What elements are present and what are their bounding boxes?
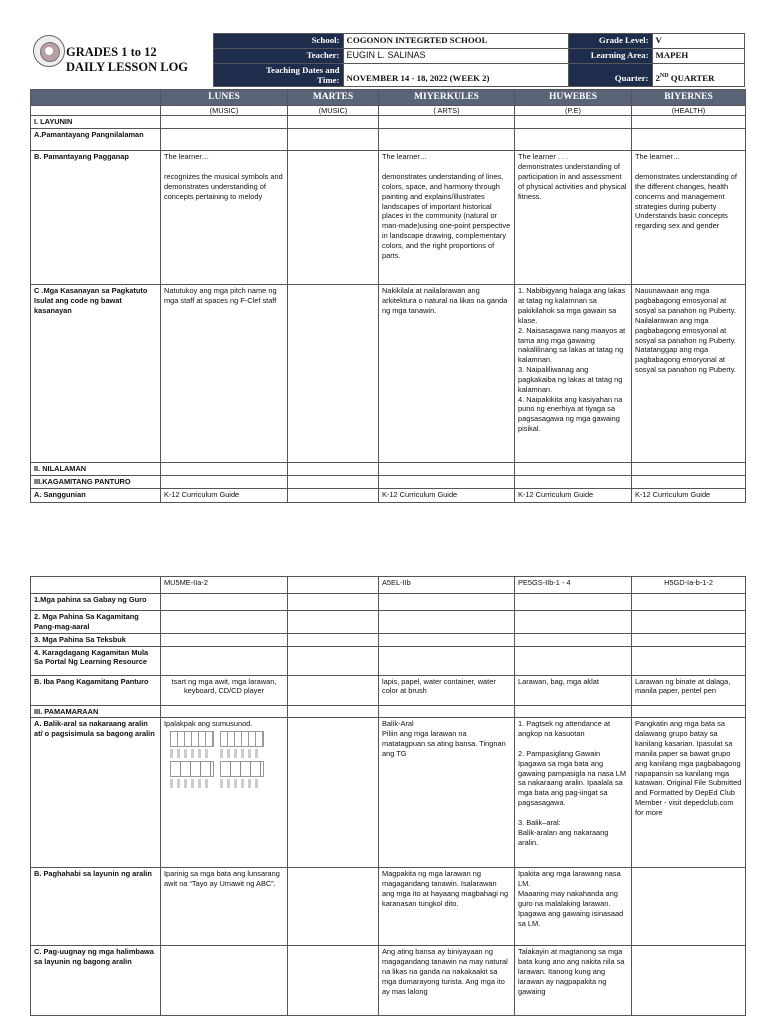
lesson-cell: The learner… demonstrates understanding of the different changes, health concerns and management strategies during puberty Understands basic concepts regarding sex and gender — [632, 151, 746, 285]
lesson-table-part2 — [30, 576, 746, 1016]
lesson-cell — [632, 463, 746, 476]
lesson-cell — [632, 946, 746, 1016]
table-row — [31, 116, 746, 129]
lesson-cell — [515, 116, 632, 129]
day-header-0: LUNES — [161, 90, 288, 106]
table-row — [31, 868, 746, 946]
lesson-cell: H5GD-Ia-b-1-2 — [632, 577, 746, 594]
lesson-cell — [515, 705, 632, 718]
lesson-cell: PE5GS-IIb-1 - 4 — [515, 577, 632, 594]
day-header-blank — [31, 90, 161, 106]
row-label: A.Pamantayang Pangnilalaman — [31, 129, 161, 151]
row-label: B. Iba Pang Kagamitang Panturo — [31, 675, 161, 705]
lesson-cell — [632, 705, 746, 718]
quarter-value: 2ND QUARTER — [652, 63, 744, 86]
lesson-cell: 1. Pagtsek ng attendance at angkop na kasuotan 2. Pampasiglang Gawain Ipagawa sa mga bata ang gawaing pampasigla na nasa LM sa nakaraang aralin. Ipaalala sa mga bata ang pag-iingat sa pagsasagawa. 3. Balik–aral: Balik-aralan ang nakaraang aralin. — [515, 718, 632, 868]
lesson-cell — [515, 129, 632, 151]
lesson-cell — [288, 285, 379, 463]
table-row — [31, 151, 746, 285]
lesson-cell — [632, 611, 746, 634]
lesson-cell — [288, 646, 379, 675]
lesson-cell: Natutukoy ang mga pitch name ng mga staff at spaces ng F-Clef staff — [161, 285, 288, 463]
day-header-4: BIYERNES — [632, 90, 746, 106]
day-header-1: MARTES — [288, 90, 379, 106]
table-row — [31, 611, 746, 634]
lesson-cell — [288, 116, 379, 129]
lesson-cell: Larawan, bag, mga aklat — [515, 675, 632, 705]
lesson-cell — [288, 151, 379, 285]
lesson-cell: MU5ME-IIa-2 — [161, 577, 288, 594]
learning-area-value: MAPEH — [652, 48, 744, 63]
subject-header-1: (MUSIC) — [288, 105, 379, 116]
lesson-cell: K-12 Curriculum Guide — [515, 489, 632, 503]
table-row — [31, 476, 746, 489]
lesson-cell — [515, 476, 632, 489]
row-label: 2. Mga Pahina Sa Kagamitang Pang-mag-aaral — [31, 611, 161, 634]
header-title-cell — [30, 34, 213, 87]
table-row — [31, 705, 746, 718]
lesson-cell — [161, 633, 288, 646]
table-row — [31, 718, 746, 868]
page-title: GRADES 1 to 12 DAILY LESSON LOG — [66, 45, 189, 74]
row-label: C. Pag-uugnay ng mga halimbawa sa layunin ng bagong aralin — [31, 946, 161, 1016]
lesson-cell — [161, 129, 288, 151]
table-row — [31, 129, 746, 151]
table-row — [31, 675, 746, 705]
lesson-cell — [632, 476, 746, 489]
lesson-cell — [288, 718, 379, 868]
lesson-cell — [161, 116, 288, 129]
lesson-cell: K-12 Curriculum Guide — [379, 489, 515, 503]
lesson-cell — [288, 675, 379, 705]
lesson-cell — [379, 476, 515, 489]
lesson-cell — [632, 594, 746, 611]
lesson-cell — [379, 705, 515, 718]
lesson-cell: tsart ng mga awit, mga larawan, keyboard, CD/CD player — [161, 675, 288, 705]
lesson-cell — [288, 577, 379, 594]
lesson-cell — [288, 476, 379, 489]
lesson-cell — [379, 129, 515, 151]
lesson-cell: Iparinig sa mga bata ang lunsarang awit na “Tayo ay Umawit ng ABC”. — [161, 868, 288, 946]
subject-header-blank — [31, 105, 161, 116]
row-label: C .Mga Kasanayan sa Pagkatuto Isulat ang code ng bawat kasanayan — [31, 285, 161, 463]
lesson-cell: Nakikilala at nailalarawan ang arkitektura o natural na likas na ganda ng mga tanawin. — [379, 285, 515, 463]
teacher-label: Teacher: — [213, 48, 343, 63]
clap-rhythm-staff-image — [164, 731, 284, 788]
lesson-cell: Larawan ng binate at dalaga, manila paper, pentel pen — [632, 675, 746, 705]
school-value: COGONON INTEGRTED SCHOOL — [343, 34, 568, 49]
table-row — [31, 463, 746, 476]
lesson-cell: Nauunawaan ang mga pagbabagong emosyonal at sosyal sa panahon ng Puberty. Nailalarawan ang mga pagbabagong emosyonal at sosyal sa panahon ng Puberty. Natatanggap ang mga pagbabagong emoryonal at sosyal sa panahon ng Puberty. — [632, 285, 746, 463]
lesson-cell — [379, 116, 515, 129]
lesson-cell — [288, 946, 379, 1016]
lesson-cell — [379, 594, 515, 611]
subject-header-2: ( ARTS) — [379, 105, 515, 116]
row-label: II. NILALAMAN — [31, 463, 161, 476]
subject-header-3: (P.E) — [515, 105, 632, 116]
lesson-cell — [161, 611, 288, 634]
lesson-cell — [288, 868, 379, 946]
grade-label: Grade Level: — [568, 34, 652, 49]
lesson-cell — [161, 594, 288, 611]
teaching-dates-label: Teaching Dates and Time: — [213, 63, 343, 86]
row-label: B. Pamantayang Pagganap — [31, 151, 161, 285]
lesson-cell: The learner… recognizes the musical symbols and demonstrates understanding of concepts pertaining to melody — [161, 151, 288, 285]
lesson-cell — [161, 476, 288, 489]
learning-area-label: Learning Area: — [568, 48, 652, 63]
row-label: III.KAGAMITANG PANTURO — [31, 476, 161, 489]
row-label: A. Sanggunian — [31, 489, 161, 503]
lesson-cell: The learner… demonstrates understanding of lines, colors, space, and harmony through painting and explains/illustrates landscapes of important historical places in the community (natural or man-made)using one-point perspective in landscape drawing, complementary colors, and the right proportions of parts. — [379, 151, 515, 285]
lesson-cell — [632, 633, 746, 646]
subject-header-4: (HEALTH) — [632, 105, 746, 116]
lesson-cell: lapis, papel, water container, water color at brush — [379, 675, 515, 705]
lesson-cell — [288, 705, 379, 718]
teaching-dates-value: NOVEMBER 14 - 18, 2022 (WEEK 2) — [343, 63, 568, 86]
row-label: 1.Mga pahina sa Gabay ng Guro — [31, 594, 161, 611]
lesson-cell — [161, 463, 288, 476]
row-label: III. PAMAMARAAN — [31, 705, 161, 718]
lesson-cell — [515, 463, 632, 476]
lesson-cell — [161, 646, 288, 675]
lesson-cell — [161, 705, 288, 718]
grade-value: V — [652, 34, 744, 49]
lesson-cell: Ipakita ang mga larawang nasa LM. Maaaring may nakahanda ang guro na malalaking larawan. Ipagawa ang gawaing isinasaad sa LM. — [515, 868, 632, 946]
row-label: B. Paghahabi sa layunin ng aralin — [31, 868, 161, 946]
row-label: I. LAYUNIN — [31, 116, 161, 129]
lesson-cell: Magpakita ng mga larawan ng magagandang tanawin. Isalarawan ang mga ito at hayaang magbahagi ng karanasan tungkol dito. — [379, 868, 515, 946]
lesson-cell — [288, 633, 379, 646]
subject-header-0: (MUSIC) — [161, 105, 288, 116]
table-row — [31, 594, 746, 611]
day-header-3: HUWEBES — [515, 90, 632, 106]
lesson-cell: 1. Nabibigyang halaga ang lakas at tatag ng kalamnan sa pakikilahok sa mga gawain sa klase. 2. Naisasagawa nang maayos at tama ang mga gawaing nakalilinang sa lakas at tatag ng kalamnan. 3. Naipaliliwanag ang pagkakaiba ng lakas at tatag ng kalamnan. 4. Naipakikita ang kasiyahan na puno ng enerhiya at tiyaga sa pagsasagawa ng mga gawaing pisikal. — [515, 285, 632, 463]
lesson-cell — [515, 633, 632, 646]
row-label: 3. Mga Pahina Sa Teksbuk — [31, 633, 161, 646]
row-label — [31, 577, 161, 594]
lesson-cell: Talakayin at magtanong sa mga bata kung ano ang nakita nila sa larawan. Itanong kung ang larawan ay nagpapakita ng gawaing — [515, 946, 632, 1016]
lesson-cell — [288, 129, 379, 151]
lesson-cell: K-12 Curriculum Guide — [632, 489, 746, 503]
lesson-cell — [515, 594, 632, 611]
lesson-cell — [288, 463, 379, 476]
school-label: School: — [213, 34, 343, 49]
lesson-cell — [632, 646, 746, 675]
lesson-cell — [379, 633, 515, 646]
lesson-cell — [632, 129, 746, 151]
day-header-2: MIYERKULES — [379, 90, 515, 106]
table-row — [31, 633, 746, 646]
lesson-cell: The learner . . . demonstrates understanding of participation in and assessment of physical activities and physical fitness. — [515, 151, 632, 285]
table-row — [31, 946, 746, 1016]
lesson-cell: Pangkatin ang mga bata sa dalawang grupo batay sa kanilang kasarian. Ipasulat sa manila paper sa bawat grupo ang kanilang mga pagbabagong napapansin sa kanilang mga katawan. Original File Submitted and Formatted by DepEd Club Member - visit depedclub.com for more — [632, 718, 746, 868]
lesson-cell — [515, 646, 632, 675]
lesson-cell — [379, 611, 515, 634]
table-row — [31, 577, 746, 594]
lesson-cell — [288, 594, 379, 611]
lesson-cell — [632, 868, 746, 946]
lesson-cell — [515, 611, 632, 634]
table-row — [31, 285, 746, 463]
row-label: A. Balik-aral sa nakaraang aralin at/ o pagsisimula sa bagong aralin — [31, 718, 161, 868]
lesson-cell: Balik-Aral Piliin ang mga larawan na matatagpuan sa ating bansa. Tingnan ang TG — [379, 718, 515, 868]
lesson-cell — [379, 463, 515, 476]
table-row — [31, 646, 746, 675]
header-table — [30, 33, 745, 87]
lesson-table-part1 — [30, 89, 746, 503]
row-label: 4. Karagdagang Kagamitan Mula Sa Portal Ng Learning Resource — [31, 646, 161, 675]
teacher-value: EUGIN L. SALINAS — [343, 48, 568, 63]
lesson-cell — [161, 946, 288, 1016]
lesson-cell: K-12 Curriculum Guide — [161, 489, 288, 503]
lesson-cell — [379, 646, 515, 675]
lesson-cell: Ang ating bansa ay biniyayaan ng magagandang tanawin na may natural na likas na ganda na nakakaakit sa mga dumarayong turista. Ang mga ito ay mas lalong — [379, 946, 515, 1016]
lesson-cell — [288, 611, 379, 634]
table-row — [31, 489, 746, 503]
lesson-cell: Ipalakpak ang sumusunod. — [161, 718, 288, 868]
quarter-label: Quarter: — [568, 63, 652, 86]
lesson-cell: A5EL-IIb — [379, 577, 515, 594]
lesson-cell — [288, 489, 379, 503]
lesson-cell — [632, 116, 746, 129]
